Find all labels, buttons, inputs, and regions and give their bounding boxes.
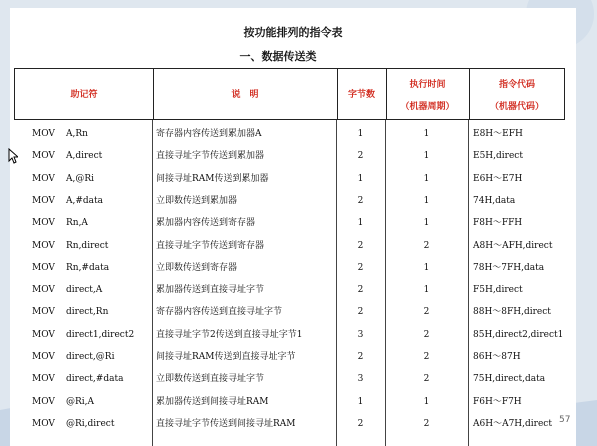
- page-title: 按功能排列的指令表: [243, 26, 343, 39]
- mnemonic-args: @Ri,A: [66, 396, 95, 407]
- table-row: [10, 346, 576, 368]
- description: 直接寻址字节2传送到直接寻址字节1: [156, 329, 303, 340]
- mnemonic-args: direct,Rn: [66, 307, 109, 318]
- mnemonic-op: MOV: [32, 352, 55, 362]
- byte-count: 1: [357, 396, 364, 407]
- description: 立即数传送到累加器: [156, 195, 238, 206]
- byte-count: 2: [357, 151, 364, 162]
- opcode: E5H,direct: [473, 151, 523, 162]
- mnemonic-args: A,#data: [66, 195, 104, 206]
- description: 直接寻址字节传送到累加器: [156, 151, 265, 162]
- mnemonic-op: MOV: [32, 329, 55, 340]
- machine-cycles: 2: [423, 240, 430, 251]
- machine-cycles: 1: [423, 129, 430, 139]
- table-row: [10, 168, 576, 190]
- header-exec-time-unit: （机器周期）: [400, 102, 455, 112]
- document-page: [10, 8, 576, 446]
- mnemonic-op: MOV: [32, 240, 55, 251]
- header-bytes: 字节数: [347, 90, 375, 100]
- mnemonic-op: MOV: [32, 307, 55, 318]
- table-row: [10, 123, 576, 145]
- machine-cycles: 1: [423, 262, 430, 273]
- section-title: 一、数据传送类: [239, 50, 317, 63]
- mnemonic-op: MOV: [32, 173, 55, 184]
- table-row: [10, 368, 576, 390]
- description: 直接寻址字节传送到间接寻址RAM: [156, 418, 296, 429]
- table-row: [10, 212, 576, 234]
- byte-count: 3: [357, 329, 364, 340]
- description: 间接寻址RAM传送到累加器: [156, 173, 269, 184]
- opcode: 74H,data: [473, 195, 516, 206]
- machine-cycles: 1: [423, 151, 430, 162]
- mnemonic-args: direct,A: [66, 285, 103, 296]
- byte-count: 2: [357, 195, 364, 206]
- header-description: 说 明: [231, 90, 259, 100]
- byte-count: 1: [357, 218, 364, 229]
- table-row: [10, 413, 576, 435]
- mnemonic-args: direct,#data: [66, 374, 124, 385]
- opcode: 75H,direct,data: [473, 374, 546, 385]
- opcode: A6H～A7H,direct: [473, 418, 552, 429]
- table-row: [10, 391, 576, 413]
- machine-cycles: 2: [423, 352, 430, 362]
- byte-count: 3: [357, 374, 364, 385]
- machine-cycles: 2: [423, 307, 430, 318]
- machine-cycles: 1: [423, 285, 430, 296]
- byte-count: 2: [357, 418, 364, 429]
- header-mnemonic: 助记符: [70, 90, 98, 100]
- mnemonic-args: Rn,A: [66, 218, 88, 229]
- byte-count: 2: [357, 262, 364, 273]
- table-row: [10, 257, 576, 279]
- description: 寄存器内容传送到累加器A: [156, 129, 262, 139]
- mnemonic-args: direct,@Ri: [66, 352, 115, 362]
- opcode: F8H～FFH: [473, 218, 523, 229]
- header-opcode-unit: （机器代码）: [489, 102, 544, 112]
- machine-cycles: 2: [423, 329, 430, 340]
- table-row: [10, 190, 576, 212]
- page-number: 57: [559, 415, 571, 425]
- table-row: [10, 324, 576, 346]
- byte-count: 2: [357, 307, 364, 318]
- opcode: 88H～8FH,direct: [473, 307, 551, 318]
- header-opcode: 指令代码: [498, 80, 535, 90]
- description: 累加器内容传送到寄存器: [156, 218, 256, 229]
- mouse-cursor-icon: [8, 148, 18, 164]
- mnemonic-op: MOV: [32, 195, 55, 206]
- description: 直接寻址字节传送到寄存器: [156, 240, 265, 251]
- description: 累加器传送到间接寻址RAM: [156, 396, 269, 407]
- mnemonic-op: MOV: [32, 218, 55, 229]
- byte-count: 1: [357, 173, 364, 184]
- machine-cycles: 1: [423, 195, 430, 206]
- mnemonic-op: MOV: [32, 285, 55, 296]
- mnemonic-args: direct1,direct2: [66, 329, 135, 340]
- mnemonic-args: @Ri,direct: [66, 418, 115, 429]
- machine-cycles: 2: [423, 374, 430, 385]
- byte-count: 2: [357, 285, 364, 296]
- mnemonic-args: Rn,#data: [66, 262, 110, 273]
- opcode: A8H～AFH,direct: [473, 240, 553, 251]
- mnemonic-args: Rn,direct: [66, 240, 109, 251]
- header-exec-time: 执行时间: [409, 80, 446, 90]
- description: 寄存器内容传送到直接寻址字节: [156, 307, 283, 318]
- opcode: 86H～87H: [473, 352, 521, 362]
- description: 间接寻址RAM传送到直接寻址字节: [156, 352, 296, 362]
- table-row: [10, 279, 576, 301]
- table-header: [14, 68, 565, 120]
- opcode: E6H～E7H: [473, 173, 523, 184]
- mnemonic-op: MOV: [32, 374, 55, 385]
- description: 立即数传送到寄存器: [156, 262, 238, 273]
- description: 累加器传送到直接寻址字节: [156, 285, 265, 296]
- mnemonic-op: MOV: [32, 396, 55, 407]
- mnemonic-op: MOV: [32, 418, 55, 429]
- mnemonic-args: A,@Ri: [66, 173, 95, 184]
- opcode: 85H,direct2,direct1: [473, 329, 564, 340]
- table-row: [10, 145, 576, 167]
- opcode: 78H～7FH,data: [473, 262, 545, 273]
- table-row: [10, 235, 576, 257]
- table-row: [10, 301, 576, 323]
- machine-cycles: 1: [423, 218, 430, 229]
- mnemonic-args: A,direct: [66, 151, 103, 162]
- byte-count: 2: [357, 352, 364, 362]
- mnemonic-op: MOV: [32, 262, 55, 273]
- mnemonic-op: MOV: [32, 151, 55, 162]
- mnemonic-op: MOV: [32, 129, 55, 139]
- opcode: E8H～EFH: [473, 129, 523, 139]
- byte-count: 2: [357, 240, 364, 251]
- description: 立即数传送到直接寻址字节: [156, 374, 265, 385]
- mnemonic-args: A,Rn: [66, 129, 88, 139]
- opcode: F5H,direct: [473, 285, 523, 296]
- opcode: F6H～F7H: [473, 396, 522, 407]
- machine-cycles: 1: [423, 396, 430, 407]
- machine-cycles: 2: [423, 418, 430, 429]
- byte-count: 1: [357, 129, 364, 139]
- machine-cycles: 1: [423, 173, 430, 184]
